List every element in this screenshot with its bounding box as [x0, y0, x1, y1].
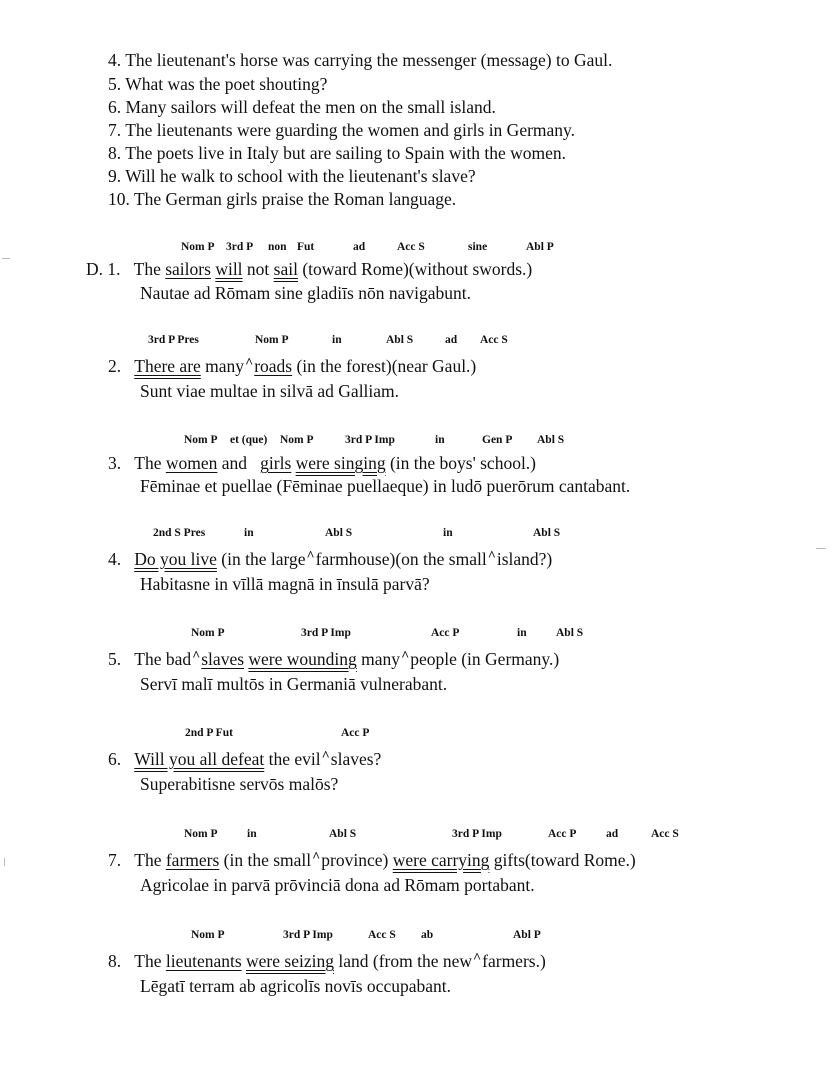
verb-underline: There are	[134, 356, 201, 376]
english-sentence	[108, 548, 552, 573]
subject-underline: farmers	[165, 850, 220, 870]
grammar-annotation: in	[435, 434, 445, 446]
text-run: The	[134, 453, 166, 473]
text-run: The bad	[134, 649, 192, 669]
item-text: The lieutenant's horse was carrying the messenger (message) to Gaul.	[125, 50, 613, 70]
verb-underline: will	[215, 259, 243, 279]
grammar-annotation: ad	[353, 241, 366, 253]
latin-translation: Fēminae et puellae (Fēminae puellaeque) in ludō puerōrum cantabant.	[140, 476, 631, 496]
english-sentence	[86, 258, 532, 280]
item-number: 8.	[108, 143, 122, 163]
grammar-annotation: Nom P	[184, 828, 218, 840]
list-item	[108, 49, 612, 71]
text-run: the evil	[264, 749, 321, 769]
grammar-annotation: Nom P	[191, 627, 225, 639]
verb-underline: were seizing	[246, 951, 334, 971]
latin-translation: Superabitisne servōs malōs?	[140, 774, 339, 794]
grammar-annotation: 3rd P Imp	[345, 434, 395, 446]
subject-underline: women	[165, 453, 218, 473]
english-sentence	[108, 950, 546, 975]
grammar-annotation: in	[332, 334, 342, 346]
caret-icon: ^	[321, 749, 330, 764]
item-text: Many sailors will defeat the men on the small island.	[125, 97, 496, 117]
text-run: not	[242, 259, 274, 279]
grammar-annotation: Nom P	[181, 241, 215, 253]
text-run: and	[217, 453, 261, 473]
caret-icon: ^	[306, 549, 315, 564]
verb-underline: Do you live	[134, 549, 217, 569]
text-run: The	[134, 951, 166, 971]
list-item	[108, 165, 476, 187]
item-number: 10.	[108, 189, 130, 209]
grammar-annotation: Abl S	[556, 627, 584, 639]
grammar-annotation: 2nd S Pres	[153, 527, 206, 539]
english-sentence	[108, 452, 536, 474]
grammar-annotation: in	[517, 627, 527, 639]
grammar-annotation: Nom P	[255, 334, 289, 346]
verb-underline: sail	[273, 259, 298, 279]
text-run: (in the small	[219, 850, 312, 870]
item-text: The lieutenants were guarding the women and girls in Germany.	[125, 120, 576, 140]
text-run: island?)	[496, 549, 553, 569]
item-number: 9.	[108, 166, 122, 186]
grammar-annotation: Abl P	[526, 241, 554, 253]
caret-icon: ^	[312, 850, 321, 865]
latin-translation: Habitasne in vīllā magnā in īnsulā parvā?	[140, 574, 430, 594]
grammar-annotation: ad	[606, 828, 619, 840]
grammar-annotation: Acc P	[431, 627, 460, 639]
english-sentence	[108, 355, 476, 380]
text-run: many	[356, 649, 401, 669]
grammar-annotation: Abl P	[513, 929, 541, 941]
verb-underline: were singing	[295, 453, 386, 473]
item-text: Will he walk to school with the lieutenant's slave?	[125, 166, 476, 186]
grammar-annotation: Abl S	[329, 828, 357, 840]
grammar-annotation: Abl S	[325, 527, 353, 539]
verb-underline: were carrying	[392, 850, 490, 870]
caret-icon: ^	[487, 549, 496, 564]
caret-icon: ^	[192, 649, 201, 664]
item-number: 8.	[108, 951, 122, 971]
verb-underline: Will you all defeat	[134, 749, 265, 769]
english-sentence	[108, 648, 559, 673]
grammar-annotation: non	[268, 241, 287, 253]
latin-translation: Servī malī multōs in Germaniā vulnerabant.	[140, 674, 448, 694]
latin-translation: Nautae ad Rōmam sine gladiīs nōn navigabunt.	[140, 283, 471, 303]
grammar-annotation: Acc S	[480, 334, 508, 346]
caret-icon: ^	[245, 356, 254, 371]
grammar-annotation: Acc S	[368, 929, 396, 941]
list-item	[108, 73, 327, 95]
grammar-annotation: sine	[468, 241, 488, 253]
text-run: province)	[321, 850, 393, 870]
item-number: 6.	[108, 749, 122, 769]
item-number: 7.	[108, 120, 122, 140]
grammar-annotation: et (que)	[230, 434, 268, 446]
grammar-annotation: ab	[421, 929, 434, 941]
subject-underline: sailors	[165, 259, 211, 279]
english-sentence	[108, 849, 636, 874]
item-number: 3.	[108, 453, 122, 473]
scan-mark	[2, 258, 10, 259]
scan-mark	[4, 858, 5, 866]
verb-underline: were wounding	[248, 649, 357, 669]
grammar-annotation: in	[247, 828, 257, 840]
grammar-annotation: Fut	[297, 241, 315, 253]
text-run: gifts(toward Rome.)	[489, 850, 636, 870]
item-number: 2.	[108, 356, 122, 376]
caret-icon: ^	[473, 951, 482, 966]
caret-icon: ^	[401, 649, 410, 664]
grammar-annotation: in	[443, 527, 453, 539]
text-run: (in the forest)(near Gaul.)	[292, 356, 477, 376]
grammar-annotation: in	[244, 527, 254, 539]
text-run: people (in Germany.)	[410, 649, 560, 669]
grammar-annotation: ad	[445, 334, 458, 346]
list-item	[108, 188, 456, 210]
subject-underline: slaves	[201, 649, 245, 669]
latin-translation: Agricolae in parvā prōvinciā dona ad Rōmam portabant.	[140, 875, 535, 895]
text-run: farmhouse)(on the small	[315, 549, 487, 569]
grammar-annotation: Gen P	[482, 434, 513, 446]
text-run: The	[134, 850, 166, 870]
grammar-annotation: 3rd P Pres	[148, 334, 199, 346]
english-sentence	[108, 748, 381, 773]
text-run: (in the large	[216, 549, 306, 569]
grammar-annotation: Acc P	[548, 828, 577, 840]
text-run: farmers.)	[482, 951, 546, 971]
grammar-annotation: Nom P	[191, 929, 225, 941]
grammar-annotation: Acc S	[651, 828, 679, 840]
grammar-annotation: Abl S	[537, 434, 565, 446]
scan-mark	[816, 548, 826, 549]
item-number: 5.	[108, 74, 122, 94]
section-label: D.	[86, 259, 104, 279]
grammar-annotation: Acc P	[341, 727, 370, 739]
item-text: The poets live in Italy but are sailing to Spain with the women.	[125, 143, 567, 163]
text-run: many	[200, 356, 245, 376]
item-text: What was the poet shouting?	[125, 74, 328, 94]
item-number: 5.	[108, 649, 122, 669]
text-run: The	[133, 259, 166, 279]
grammar-annotation: 3rd P Imp	[452, 828, 502, 840]
text-run: land (from the new	[333, 951, 472, 971]
text-run: (in the boys' school.)	[385, 453, 537, 473]
item-number: 4.	[108, 549, 122, 569]
grammar-annotation: Acc S	[397, 241, 425, 253]
item-number: 6.	[108, 97, 122, 117]
latin-translation: Sunt viae multae in silvā ad Galliam.	[140, 381, 400, 401]
list-item	[108, 96, 496, 118]
text-run: slaves?	[330, 749, 382, 769]
latin-translation: Lēgatī terram ab agricolīs novīs occupabant.	[140, 976, 451, 996]
item-number: 7.	[108, 850, 122, 870]
item-number: 4.	[108, 50, 122, 70]
text-run: (toward Rome)(without swords.)	[297, 259, 533, 279]
grammar-annotation: 2nd P Fut	[185, 727, 233, 739]
grammar-annotation: 3rd P	[226, 241, 254, 253]
grammar-annotation: 3rd P Imp	[283, 929, 333, 941]
item-number: 1.	[107, 259, 121, 279]
grammar-annotation: Nom P	[280, 434, 314, 446]
list-item	[108, 142, 566, 164]
grammar-annotation: 3rd P Imp	[301, 627, 351, 639]
list-item	[108, 119, 575, 141]
item-text: The German girls praise the Roman language.	[133, 189, 457, 209]
subject-underline: lieutenants	[165, 951, 242, 971]
grammar-annotation: Abl S	[386, 334, 414, 346]
grammar-annotation: Nom P	[184, 434, 218, 446]
subject-underline: girls	[260, 453, 292, 473]
subject-underline: roads	[254, 356, 293, 376]
grammar-annotation: Abl S	[533, 527, 561, 539]
